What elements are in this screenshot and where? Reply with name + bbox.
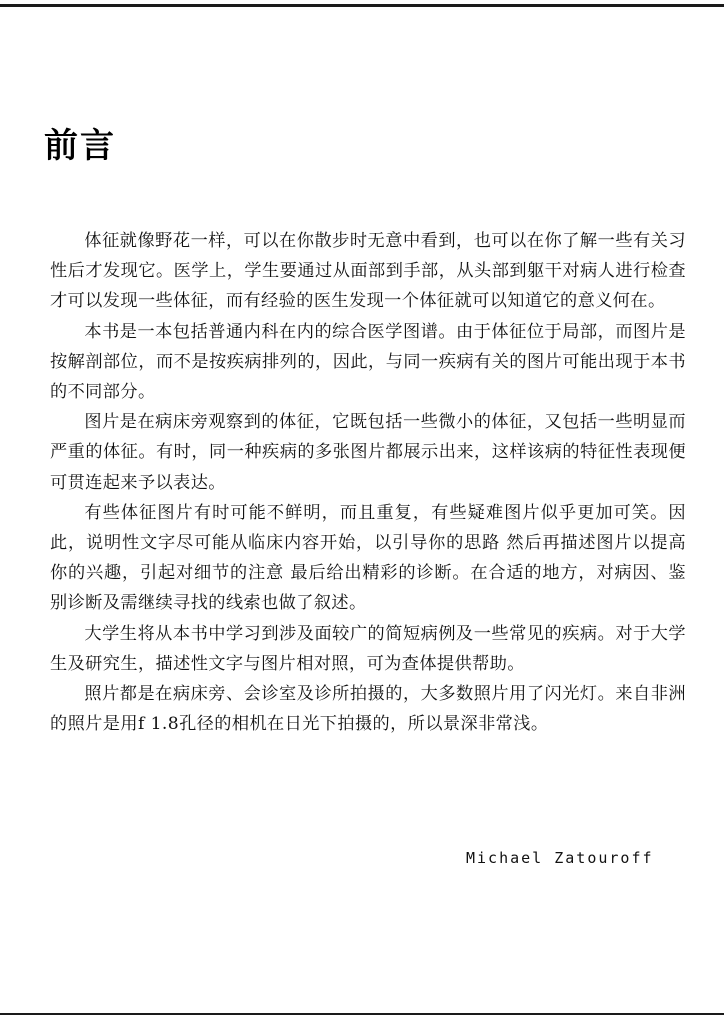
paragraph-6: 照片都是在病床旁、会诊室及诊所拍摄的，大多数照片用了闪光灯。来自非洲的照片是用f 1.8孔径的相机在日光下拍摄的，所以景深非常浅。 xyxy=(50,684,686,735)
author-signature: Michael Zatouroff xyxy=(466,849,654,867)
bottom-rule xyxy=(0,1013,724,1015)
paragraph-4: 有些体征图片有时可能不鲜明，而且重复，有些疑难图片似乎更加可笑。因此，说明性文字尽可能从临床内容开始，以引导你的思路 然后再描述图片以提高你的兴趣，引起对细节的注意 最后给出精彩的诊断。在合适的地方，对病因、鉴别诊断及需继续寻找的线索也做了叙述。 xyxy=(50,502,686,614)
paragraph-1: 体征就像野花一样，可以在你散步时无意中看到，也可以在你了解一些有关习性后才发现它。医学上，学生要通过从面部到手部，从头部到躯干对病人进行检查才可以发现一些体征，而有经验的医生发现一个体征就可以知道它的意义何在。 xyxy=(50,231,686,312)
page-title: 前言 xyxy=(44,126,116,166)
paragraph-5: 大学生将从本书中学习到涉及面较广的简短病例及一些常见的疾病。对于大学生及研究生，描述性文字与图片相对照，可为查体提供帮助。 xyxy=(50,623,686,674)
paragraph-2: 本书是一本包括普通内科在内的综合医学图谱。由于体征位于局部，而图片是按解剖部位，而不是按疾病排列的，因此，与同一疾病有关的图片可能出现于本书的不同部分。 xyxy=(50,321,686,403)
paragraph-3: 图片是在病床旁观察到的体征，它既包括一些微小的体征，又包括一些明显而严重的体征。有时，同一种疾病的多张图片都展示出来，这样该病的特征性表现便可贯连起来予以表达。 xyxy=(50,412,686,493)
top-rule xyxy=(0,4,724,7)
preface-body xyxy=(50,226,686,739)
